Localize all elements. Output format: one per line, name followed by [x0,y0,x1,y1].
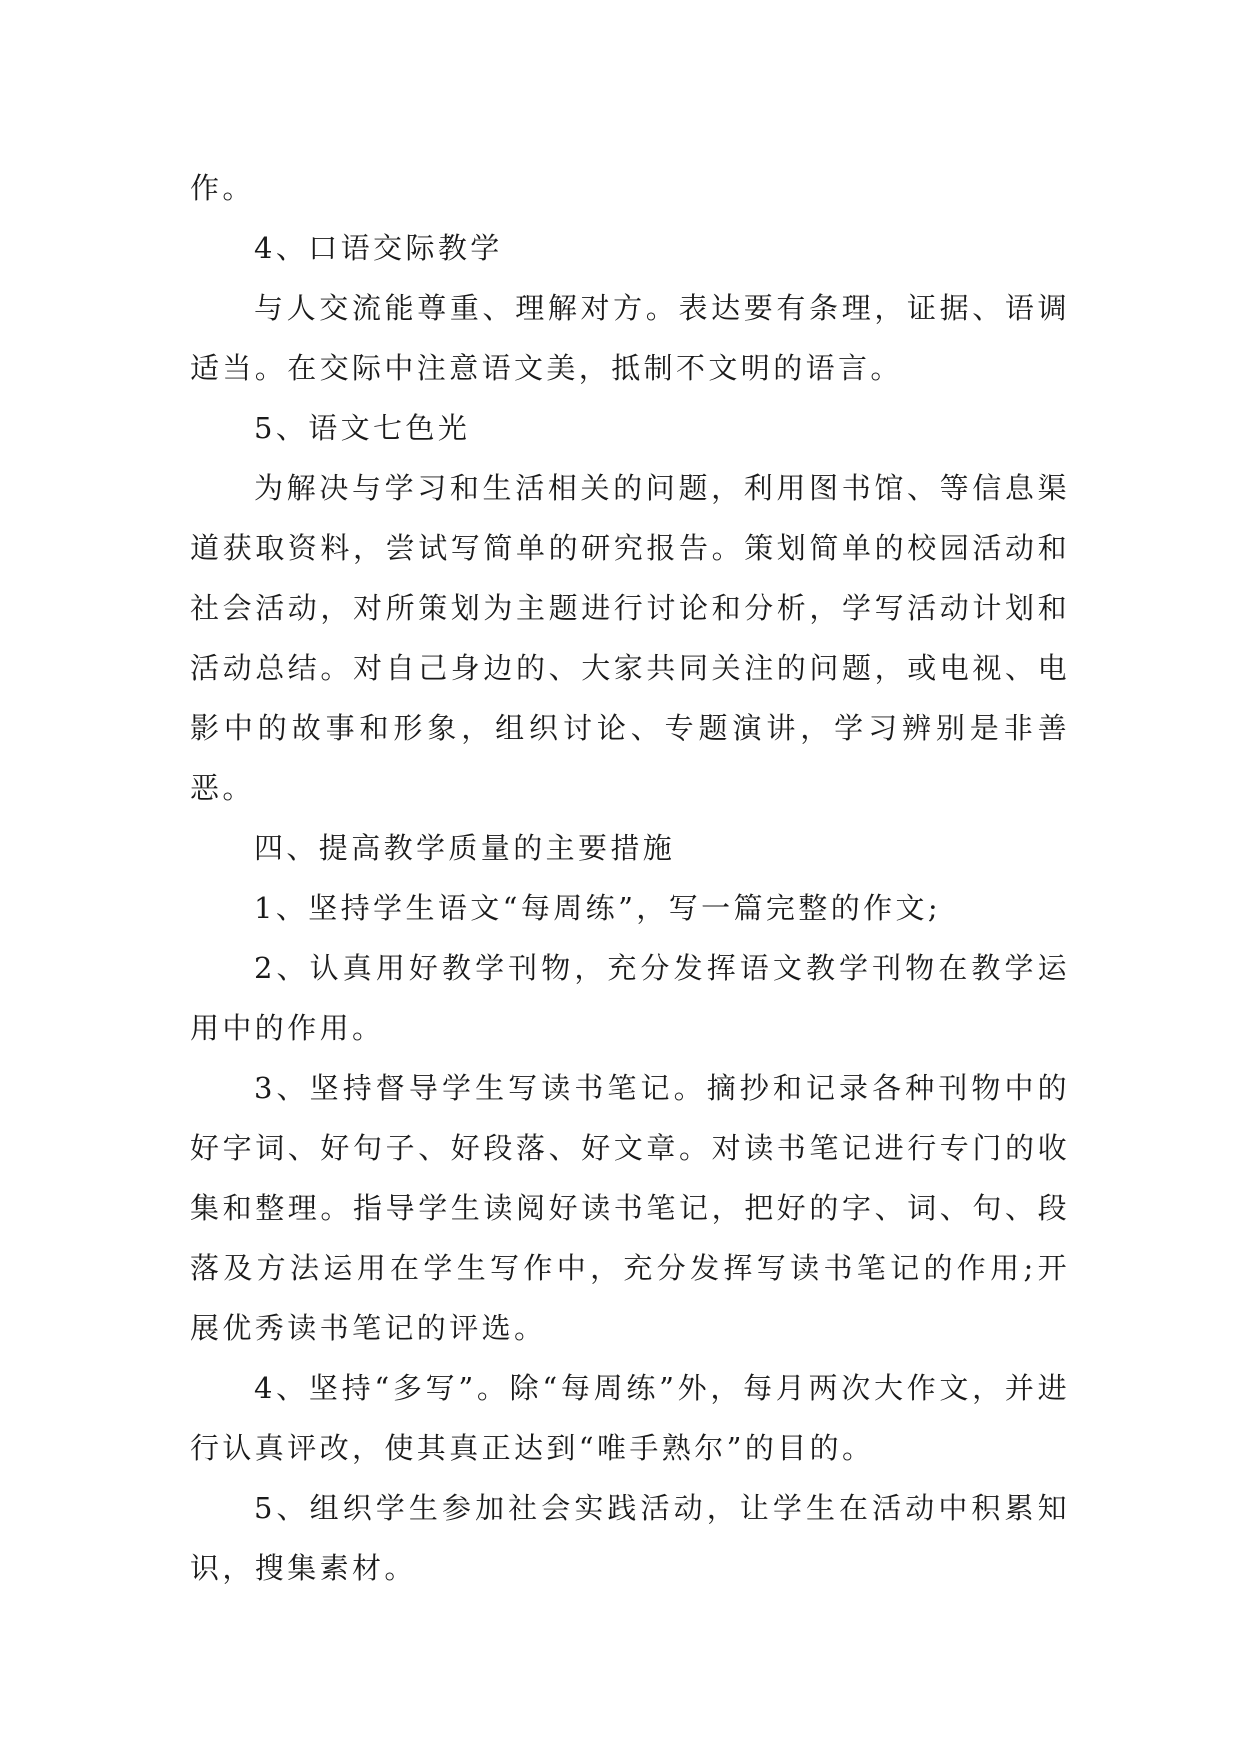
list-item: 5、组织学生参加社会实践活动，让学生在活动中积累知识，搜集素材。 [190,1491,1070,1585]
section-heading: 5、语文七色光 [254,411,471,445]
paragraph: 为解决与学习和生活相关的问题，利用图书馆、等信息渠道获取资料，尝试写简单的研究报告。策划简单的校园活动和社会活动，对所策划为主题进行讨论和分析，学写活动计划和活动总结。对自己身边的、大家共同关注的问题，或电视、电影中的故事和形象，组织讨论、专题演讲，学习辨别是非善恶。 [190,471,1070,805]
document-body [190,158,1070,1598]
list-item: 2、认真用好教学刊物，充分发挥语文教学刊物在教学运用中的作用。 [190,951,1070,1045]
paragraph: 作。 [190,171,255,205]
paragraph: 与人交流能尊重、理解对方。表达要有条理，证据、语调适当。在交际中注意语文美，抵制不文明的语言。 [190,291,1070,385]
list-item: 3、坚持督导学生写读书笔记。摘抄和记录各种刊物中的好字词、好句子、好段落、好文章。对读书笔记进行专门的收集和整理。指导学生读阅好读书笔记，把好的字、词、句、段落及方法运用在学生写作中，充分发挥写读书笔记的作用;开展优秀读书笔记的评选。 [190,1071,1070,1345]
section-heading: 4、口语交际教学 [254,231,503,265]
list-item: 1、坚持学生语文“每周练”，写一篇完整的作文; [254,891,942,925]
section-heading: 四、提高教学质量的主要措施 [254,831,676,865]
list-item: 4、坚持“多写”。除“每周练”外，每月两次大作文，并进行认真评改，使其真正达到“唯手熟尔”的目的。 [190,1371,1070,1465]
